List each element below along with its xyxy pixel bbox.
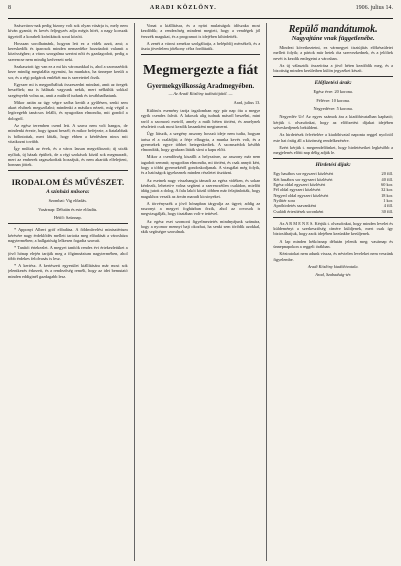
schedule-line: Vasárnap: Délután és este előadás. — [38, 206, 98, 212]
price-value: 1 kor. — [383, 197, 394, 203]
price-label: Apróhirdetés szavanként — [273, 203, 316, 209]
headline: Megmergezte a fiát — [142, 63, 259, 79]
column-rule — [266, 23, 267, 561]
footer-line: Aradi Közlöny kiadóhivatala. — [307, 263, 359, 269]
price-row — [273, 209, 393, 214]
divider — [273, 217, 393, 218]
page-header — [8, 5, 393, 19]
article-paragraph: Így múltak az évek, és a város lassan megváltozott; új utcák nyíltak, új házak épültek, de a régi szokások közül sok megmaradt, mert az emberek ragaszkodtak hozzájuk, és nem akarták elfelejteni, honnan jöttek. — [8, 146, 128, 168]
notice-paragraph: Negyedév Ur! Az egyes számok ára a kiadóhivatalban kapható; kérjük t. olvasóinkat, hogy az előfizetési díjakat idejében szíveskedjenek beküldeni. — [273, 114, 394, 130]
notice-line: Negyedévre: 5 korona. — [313, 106, 353, 112]
notice-paragraph: * A kertész. A kertészeti egyesület kiállítására már most sok jelentkezés érkezett, és a rendezőség reméli, hogy az idei bemutató minden eddiginél gazdagabb lesz. — [8, 263, 128, 279]
notice-paragraph: Az hirdetések felvételére a kiadóhivatal naponta reggel nyolctól este hat óráig áll a közönség rendelkezésére. — [273, 132, 394, 143]
dateline: Arad, julius 13. — [233, 99, 261, 105]
article-paragraph: Az egész teremben csend lett. A szava nem volt hangos, de mindenki érezte, hogy igazat beszél; és mikor befejezte, a fiatalabbak is bólintottak, mert látták, hogy ebben a kérdésben nincs mit vitatkozni tovább. — [8, 123, 128, 144]
column-rule — [134, 23, 135, 561]
article-subtitle: Nagyajtáne vnak függetlenébe. — [291, 35, 375, 42]
footer-line: Arad, Szabadság-tér. — [315, 272, 352, 278]
price-value: 40 fill. — [381, 176, 394, 182]
divider — [273, 76, 393, 77]
article-paragraph: Úgy látszik, a szegény asszony hosszú ideje nem tudta, hogyan tartsa el a családját; a férje elhagyta, a munka kevés volt, és a gyermekek egyre többet betegeskedtek. A szomszédok később elmondták, hogy gyakran látták sírni a kapu előtt. — [140, 131, 261, 153]
section-subtitle: A színházi műsora: — [46, 189, 90, 196]
article-paragraph: Szakasztott így van ez a mi kis városunkkal is, ahol a szomszédok keze mindig megtalálta egymást, ha munkára, ha ünnepre került a sor, és a régi polgárok emlékét ma is szeretettel őrzik. — [8, 64, 128, 80]
divider — [141, 54, 261, 55]
price-value: 20 fill. — [381, 171, 394, 177]
notice-line: Félévre: 10 korona. — [316, 97, 350, 103]
divider — [273, 158, 393, 159]
section-title: IRODALOM ÉS MŰVÉSZET. — [11, 177, 125, 188]
column-left — [8, 23, 128, 561]
notice-line: Egész évre: 20 korona. — [313, 89, 353, 95]
price-label: Két hasábos sor egyszeri közlésért — [273, 176, 333, 182]
intro-paragraph: A zenét a városi zenekar szolgáltatja, a belépődíj mérsékelt, és a tiszta jövedelem jótékony célra fordíttatik. — [140, 40, 261, 52]
price-label: Családi értesítések soronként — [273, 208, 324, 214]
price-value: 4 fill. — [383, 203, 394, 209]
columns — [8, 23, 393, 561]
price-label: Egész oldal egyszeri közlésért — [273, 182, 326, 188]
intro-paragraph: Vonat a kiállításra, és a nyári mulatságok időszaka most kezdődik; a rendezőség mindent megtett, hogy a vendégek jól érezzék magukat, és a programot is idejében kihirdették. — [140, 23, 261, 39]
byline: — Az Aradi Közlöny tudósítójától. — — [168, 91, 233, 97]
article-paragraph: Az esetnek nagy visszhangja támadt az egész vidéken, és sokan kérdezik, lehetett-e volna segíteni a szerencsétlen családon, mielőtt idáig jutott a dolog. A falu lakói közül többen már felajánlották, hogy magukhoz veszik az árván maradt kicsinyeket. — [140, 177, 261, 199]
price-value: 18 kor. — [381, 192, 394, 198]
article-paragraph: Mindezt következtetni, ez vármegyei tisztújítás előkészületei mellett folyik; a pártok már hetek óta szervezkednek, és a jelöltek nevét is kezdik emlegetni a városban. — [273, 45, 394, 61]
divider — [8, 223, 128, 224]
article-paragraph: Mikor a csendőrség kiszállt a helyszínre, az asszony már nem tagadott semmit; nyugodtan elmondta, mi történt, és csak annyit kért, hogy a többi gyermekéről gondoskodjanak. A vizsgálat még folyik, és a hatóságok igyekeznek minden részletet tisztázni. — [140, 154, 261, 176]
article-paragraph: Az új választók összeírása a jövő héten kezdődik meg, és a bizottság minden kerületben külön jegyzéket készít. — [273, 62, 394, 74]
price-label: Fél oldal egyszeri közlésért — [273, 187, 321, 193]
end-paragraph: Kéziratokat nem adunk vissza, és névtelen leveleket nem veszünk figyelembe. — [273, 251, 394, 262]
article-paragraph: Egyszer mi is megpróbáltuk összeszedni mindazt, amit az öregek beszéltek; ma is hálásak vagyunk nekik, mert nélkülük sokkal szegényebb volna az, amit a múltról tudunk és továbbadhatunk. — [8, 81, 128, 98]
price-label: Nyilttér sora — [273, 197, 295, 203]
article-paragraph: Hosszan sorolhatnánk, hogyan lett ez a vidék azzá, ami; a kereskedők és iparosok minden nemzedéke hozzáadott valamit a közösséghez; a város szorgalma szerint nőtt és gazdagodott, pedig a szerencse nem mindig kedvezett neki. — [8, 40, 128, 62]
issue-date: 1906. julius 14. — [355, 5, 393, 11]
end-paragraph: A lap minden hétköznap délután jelenik meg; vasárnap és ünnepnapokon a reggeli órákban. — [273, 238, 394, 250]
price-value: 32 kor. — [381, 187, 394, 193]
newspaper-title: ARADI KÖZLÖNY. — [149, 5, 217, 11]
notice-paragraph: Ezért kérjük t. megrendelőinket, hogy hirdetéseiket legkésőbb a megjelenés előtti nap délig adják le. — [273, 144, 394, 156]
price-title: Hirdetési díjak: — [315, 162, 351, 169]
column-middle — [141, 23, 261, 561]
article-paragraph: Az egész eset szomorú figyelmeztetés mindnyájunk számára, hogy a nyomor mennyi bajt okozhat, ha senki sem törődik azokkal, akik segítségre szorulnak. — [140, 218, 261, 235]
article-paragraph: A törvényszék a jövő hónapban tárgyalja az ügyet; addig az asszonyt a megyei fogházban őrzik, ahol az orvosok is megvizsgálják, hogy tisztában volt-e tettével. — [140, 200, 261, 217]
subheadline: Gyermekgyilkosság Aradmegyében. — [146, 82, 255, 91]
price-value: 30 fill. — [381, 208, 394, 214]
article-title: Repülő mandátumok. — [288, 24, 378, 35]
article-paragraph: Különös esemény tartja izgalomban egy pár nap óta a megye egyik csendes falvát. A lakosok alig tudnak másról beszélni, mint arról a szomorú esetről, amely a múlt héten történt, és amelynek részleteit csak most kezdik lassanként megismerni. — [140, 108, 261, 129]
notice-paragraph: * Apponyi Albert gróf előadása. A földművelési minisztérium kérésére nagy érdeklődés mellett tartotta meg előadását a városháza nagytermében; a hallgatóság lelkesen fogadta szavait. — [8, 227, 128, 243]
schedule-line: Hétfő: Szünnap. — [53, 215, 82, 221]
notice-title: Előfizetési árak: — [314, 80, 352, 87]
end-paragraph: Az A R M E N E S. Kérjük t. olvasóinkat, hogy minden levelet és küldeményt a szerkesztőség címére küldjenek, mert csak így biztosíthatjuk, hogy azok idejében kezünkbe kerüljenek. — [273, 220, 394, 237]
page-number: 8 — [8, 5, 11, 11]
divider — [8, 170, 128, 171]
price-label: Negyed oldal egyszeri közlésért — [273, 192, 329, 198]
schedule-line: Szombat: Vig előadás. — [48, 198, 88, 204]
article-paragraph: Mikor aztán az ügy végre szóba került a gyűlésen, senki sem akart elsőnek megszólalni; mindenki a másikra nézett, míg végül a legöregebb tanácsos felállt, és nyugodtan elmondta, mit gondol a dologról. — [8, 99, 128, 121]
price-value: 60 kor. — [381, 182, 394, 188]
price-label: Egy hasábos sor egyszeri közlésért — [273, 171, 334, 177]
column-right — [273, 23, 393, 561]
notice-paragraph: * Tanítói értekezlet. A megyei tanítók rendes évi értekezletüket a jövő hónap elején tartják meg a főgimnázium nagytermében, ahol több érdekes felolvasás is lesz. — [8, 245, 128, 261]
article-paragraph: Szászváros-nak pedig bizony volt sok olyan vásárja is, mely nem kíván gyanút; és kevés feljegyzés adja mégis hírét, a nagy korszak ügyeiről a korabeli krónikások sorai között. — [8, 23, 128, 39]
